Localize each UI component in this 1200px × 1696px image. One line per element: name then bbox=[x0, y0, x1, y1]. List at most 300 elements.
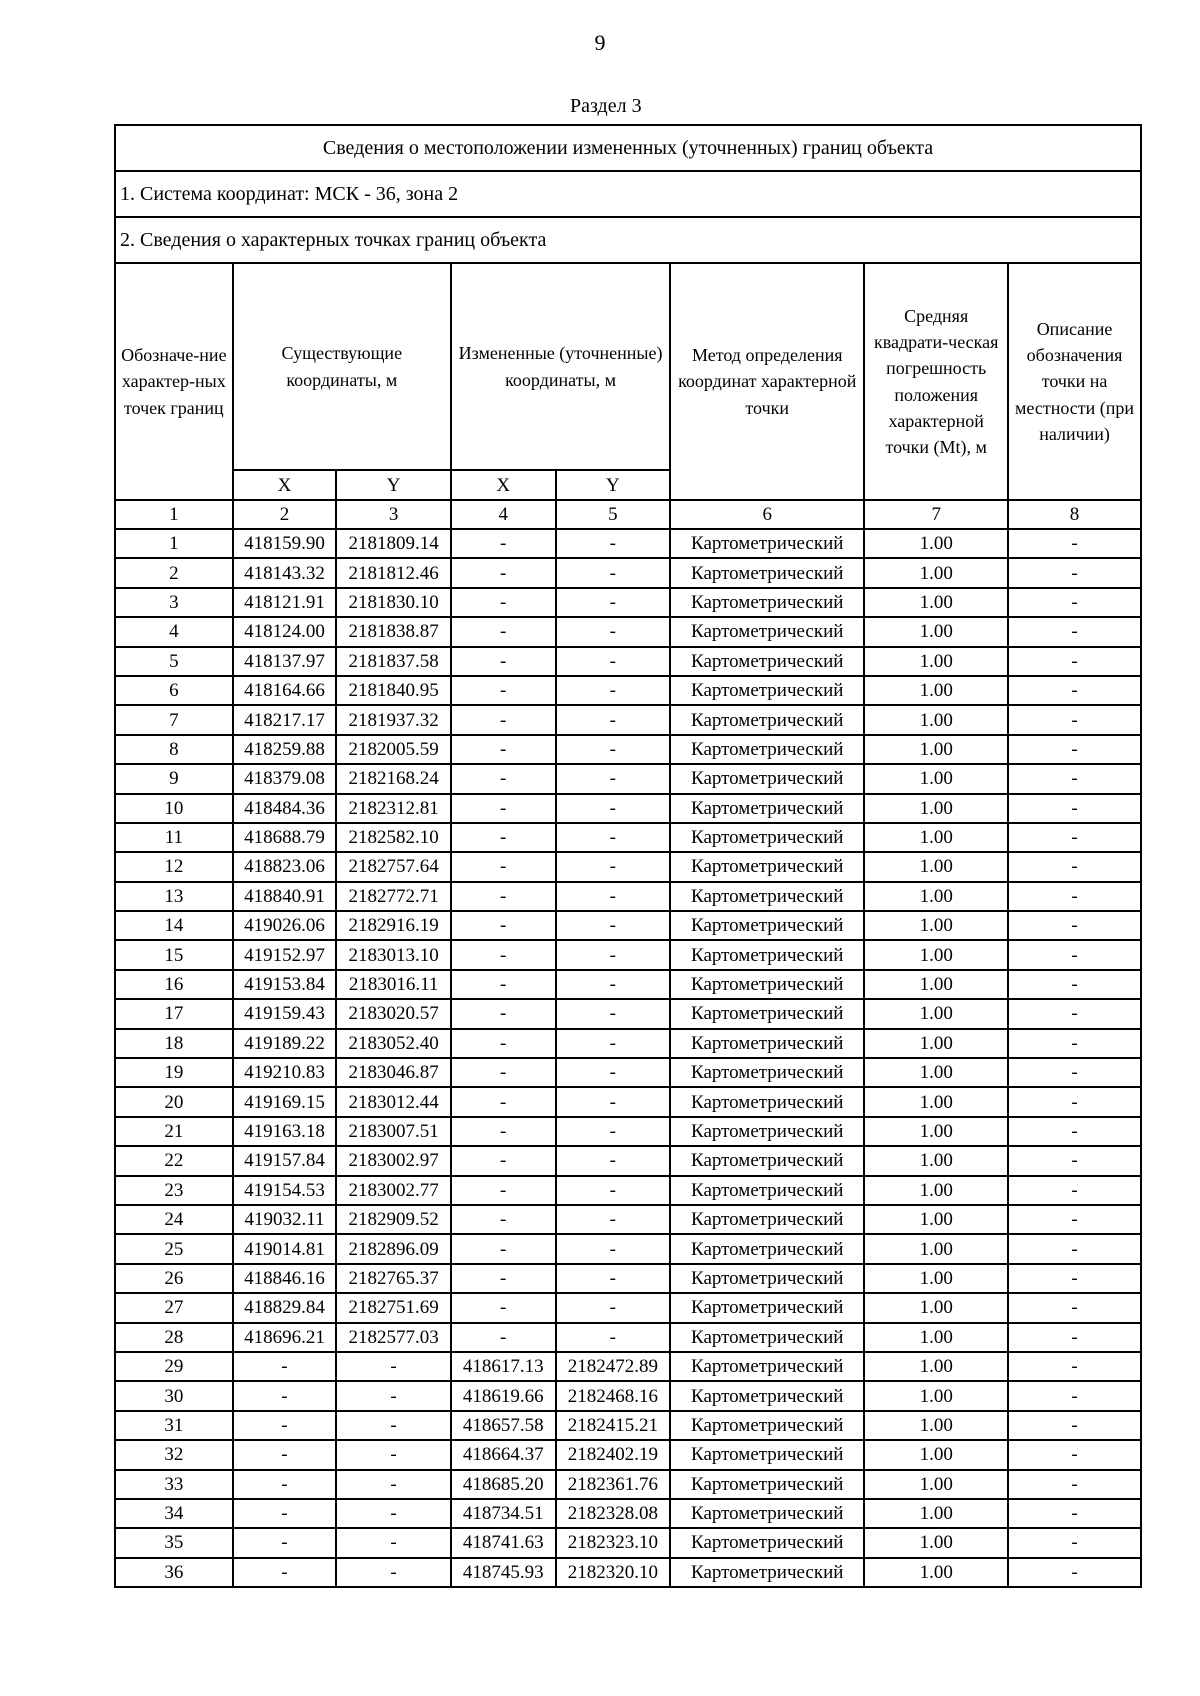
point-number: 6 bbox=[115, 676, 233, 705]
changed-y-cell: - bbox=[556, 529, 671, 558]
point-number: 4 bbox=[115, 617, 233, 646]
changed-x-cell: 418619.66 bbox=[451, 1381, 556, 1410]
table-row bbox=[115, 1470, 1141, 1499]
description-cell: - bbox=[1008, 1558, 1141, 1587]
description-cell: - bbox=[1008, 1293, 1141, 1322]
existing-x-cell: 418217.17 bbox=[233, 705, 337, 734]
method-cell: Картометрический bbox=[670, 764, 864, 793]
error-cell: 1.00 bbox=[864, 882, 1008, 911]
method-cell: Картометрический bbox=[670, 1146, 864, 1175]
changed-x-cell: - bbox=[451, 794, 556, 823]
existing-y-cell: 2182757.64 bbox=[336, 852, 451, 881]
existing-y-cell: - bbox=[336, 1470, 451, 1499]
changed-x-cell: 418734.51 bbox=[451, 1499, 556, 1528]
changed-x-cell: - bbox=[451, 617, 556, 646]
method-cell: Картометрический bbox=[670, 1528, 864, 1557]
existing-x-cell: - bbox=[233, 1499, 337, 1528]
point-number: 32 bbox=[115, 1440, 233, 1469]
method-cell: Картометрический bbox=[670, 1205, 864, 1234]
point-number: 7 bbox=[115, 705, 233, 734]
description-cell: - bbox=[1008, 1117, 1141, 1146]
method-cell: Картометрический bbox=[670, 1411, 864, 1440]
changed-y-cell: - bbox=[556, 1176, 671, 1205]
table-row bbox=[115, 1205, 1141, 1234]
existing-x-cell: - bbox=[233, 1411, 337, 1440]
existing-y-cell: 2181830.10 bbox=[336, 588, 451, 617]
method-cell: Картометрический bbox=[670, 735, 864, 764]
existing-y-cell: 2181812.46 bbox=[336, 558, 451, 587]
point-number: 35 bbox=[115, 1528, 233, 1557]
changed-x-cell: 418657.58 bbox=[451, 1411, 556, 1440]
description-cell: - bbox=[1008, 1234, 1141, 1263]
column-number: 8 bbox=[1008, 500, 1141, 529]
changed-y-cell: 2182323.10 bbox=[556, 1528, 671, 1557]
error-cell: 1.00 bbox=[864, 1323, 1008, 1352]
point-number: 10 bbox=[115, 794, 233, 823]
changed-y-cell: - bbox=[556, 617, 671, 646]
point-number: 36 bbox=[115, 1558, 233, 1587]
existing-y-cell: 2182582.10 bbox=[336, 823, 451, 852]
method-cell: Картометрический bbox=[670, 940, 864, 969]
method-cell: Картометрический bbox=[670, 1470, 864, 1499]
point-number: 20 bbox=[115, 1087, 233, 1116]
header-existing-x: X bbox=[233, 470, 337, 500]
changed-y-cell: 2182472.89 bbox=[556, 1352, 671, 1381]
description-cell: - bbox=[1008, 882, 1141, 911]
error-cell: 1.00 bbox=[864, 764, 1008, 793]
description-cell: - bbox=[1008, 1440, 1141, 1469]
changed-x-cell: - bbox=[451, 1117, 556, 1146]
existing-x-cell: 419026.06 bbox=[233, 911, 337, 940]
column-number: 4 bbox=[451, 500, 556, 529]
point-number: 8 bbox=[115, 735, 233, 764]
point-number: 26 bbox=[115, 1264, 233, 1293]
existing-y-cell: 2183002.77 bbox=[336, 1176, 451, 1205]
error-cell: 1.00 bbox=[864, 1058, 1008, 1087]
changed-y-cell: - bbox=[556, 794, 671, 823]
changed-y-cell: - bbox=[556, 1117, 671, 1146]
point-number: 21 bbox=[115, 1117, 233, 1146]
existing-x-cell: 419157.84 bbox=[233, 1146, 337, 1175]
method-cell: Картометрический bbox=[670, 1264, 864, 1293]
coordinate-system: 1. Система координат: МСК - 36, зона 2 bbox=[115, 171, 1141, 217]
section-title: Раздел 3 bbox=[570, 95, 642, 117]
error-cell: 1.00 bbox=[864, 1470, 1008, 1499]
table-row bbox=[115, 970, 1141, 999]
point-number: 19 bbox=[115, 1058, 233, 1087]
changed-y-cell: 2182415.21 bbox=[556, 1411, 671, 1440]
point-number: 1 bbox=[115, 529, 233, 558]
column-number: 7 bbox=[864, 500, 1008, 529]
existing-y-cell: 2182896.09 bbox=[336, 1234, 451, 1263]
changed-y-cell: - bbox=[556, 1058, 671, 1087]
existing-y-cell: - bbox=[336, 1440, 451, 1469]
error-cell: 1.00 bbox=[864, 794, 1008, 823]
table-row bbox=[115, 647, 1141, 676]
method-cell: Картометрический bbox=[670, 1087, 864, 1116]
existing-y-cell: 2182168.24 bbox=[336, 764, 451, 793]
existing-y-cell: 2182751.69 bbox=[336, 1293, 451, 1322]
point-number: 5 bbox=[115, 647, 233, 676]
changed-x-cell: - bbox=[451, 1205, 556, 1234]
existing-y-cell: 2182312.81 bbox=[336, 794, 451, 823]
column-number: 3 bbox=[336, 500, 451, 529]
changed-y-cell: - bbox=[556, 1293, 671, 1322]
method-cell: Картометрический bbox=[670, 1058, 864, 1087]
changed-y-cell: - bbox=[556, 1146, 671, 1175]
description-cell: - bbox=[1008, 999, 1141, 1028]
description-cell: - bbox=[1008, 1323, 1141, 1352]
changed-y-cell: - bbox=[556, 647, 671, 676]
existing-x-cell: 419032.11 bbox=[233, 1205, 337, 1234]
error-cell: 1.00 bbox=[864, 1087, 1008, 1116]
error-cell: 1.00 bbox=[864, 1029, 1008, 1058]
column-number: 1 bbox=[115, 500, 233, 529]
error-cell: 1.00 bbox=[864, 970, 1008, 999]
changed-y-cell: - bbox=[556, 558, 671, 587]
table-row bbox=[115, 676, 1141, 705]
table-row bbox=[115, 1029, 1141, 1058]
changed-y-cell: - bbox=[556, 911, 671, 940]
point-number: 13 bbox=[115, 882, 233, 911]
column-number: 5 bbox=[556, 500, 671, 529]
point-number: 14 bbox=[115, 911, 233, 940]
point-number: 33 bbox=[115, 1470, 233, 1499]
method-cell: Картометрический bbox=[670, 911, 864, 940]
error-cell: 1.00 bbox=[864, 1234, 1008, 1263]
header-method: Метод определения координат характерной точки bbox=[670, 263, 864, 500]
table-row bbox=[115, 999, 1141, 1028]
changed-y-cell: 2182402.19 bbox=[556, 1440, 671, 1469]
method-cell: Картометрический bbox=[670, 1323, 864, 1352]
error-cell: 1.00 bbox=[864, 588, 1008, 617]
table-row bbox=[115, 1293, 1141, 1322]
existing-x-cell: 418829.84 bbox=[233, 1293, 337, 1322]
existing-y-cell: 2183052.40 bbox=[336, 1029, 451, 1058]
description-cell: - bbox=[1008, 1205, 1141, 1234]
table-row bbox=[115, 1264, 1141, 1293]
description-cell: - bbox=[1008, 823, 1141, 852]
existing-y-cell: 2181840.95 bbox=[336, 676, 451, 705]
description-cell: - bbox=[1008, 1499, 1141, 1528]
table-row bbox=[115, 617, 1141, 646]
description-cell: - bbox=[1008, 1058, 1141, 1087]
method-cell: Картометрический bbox=[670, 647, 864, 676]
changed-y-cell: - bbox=[556, 999, 671, 1028]
existing-x-cell: - bbox=[233, 1381, 337, 1410]
changed-y-cell: - bbox=[556, 1264, 671, 1293]
point-number: 9 bbox=[115, 764, 233, 793]
changed-x-cell: - bbox=[451, 1323, 556, 1352]
table-row bbox=[115, 1411, 1141, 1440]
table-row bbox=[115, 1558, 1141, 1587]
table-row bbox=[115, 764, 1141, 793]
error-cell: 1.00 bbox=[864, 911, 1008, 940]
table-row bbox=[115, 823, 1141, 852]
header-description: Описание обозначения точки на местности (при наличии) bbox=[1008, 263, 1141, 500]
changed-y-cell: - bbox=[556, 1234, 671, 1263]
method-cell: Картометрический bbox=[670, 1029, 864, 1058]
existing-x-cell: 419154.53 bbox=[233, 1176, 337, 1205]
method-cell: Картометрический bbox=[670, 1234, 864, 1263]
changed-x-cell: - bbox=[451, 882, 556, 911]
point-number: 27 bbox=[115, 1293, 233, 1322]
existing-x-cell: 419152.97 bbox=[233, 940, 337, 969]
method-cell: Картометрический bbox=[670, 529, 864, 558]
table-title: Сведения о местоположении измененных (уточненных) границ объекта bbox=[115, 125, 1141, 171]
changed-x-cell: - bbox=[451, 1176, 556, 1205]
changed-y-cell: - bbox=[556, 735, 671, 764]
table-row bbox=[115, 794, 1141, 823]
changed-x-cell: - bbox=[451, 676, 556, 705]
method-cell: Картометрический bbox=[670, 1381, 864, 1410]
changed-x-cell: - bbox=[451, 764, 556, 793]
table-row bbox=[115, 852, 1141, 881]
method-cell: Картометрический bbox=[670, 1558, 864, 1587]
description-cell: - bbox=[1008, 1381, 1141, 1410]
error-cell: 1.00 bbox=[864, 1176, 1008, 1205]
error-cell: 1.00 bbox=[864, 999, 1008, 1028]
table-row bbox=[115, 529, 1141, 558]
description-cell: - bbox=[1008, 970, 1141, 999]
changed-x-cell: - bbox=[451, 911, 556, 940]
existing-y-cell: 2183016.11 bbox=[336, 970, 451, 999]
changed-x-cell: - bbox=[451, 823, 556, 852]
changed-x-cell: - bbox=[451, 529, 556, 558]
changed-y-cell: - bbox=[556, 940, 671, 969]
changed-y-cell: - bbox=[556, 705, 671, 734]
point-number: 2 bbox=[115, 558, 233, 587]
error-cell: 1.00 bbox=[864, 1146, 1008, 1175]
point-number: 34 bbox=[115, 1499, 233, 1528]
existing-x-cell: - bbox=[233, 1440, 337, 1469]
changed-x-cell: - bbox=[451, 735, 556, 764]
table-row bbox=[115, 705, 1141, 734]
header-changed-x: X bbox=[451, 470, 556, 500]
changed-x-cell: - bbox=[451, 705, 556, 734]
existing-x-cell: - bbox=[233, 1558, 337, 1587]
existing-x-cell: - bbox=[233, 1528, 337, 1557]
method-cell: Картометрический bbox=[670, 1440, 864, 1469]
table-row bbox=[115, 735, 1141, 764]
changed-y-cell: - bbox=[556, 882, 671, 911]
changed-y-cell: - bbox=[556, 676, 671, 705]
changed-x-cell: - bbox=[451, 1264, 556, 1293]
table-row bbox=[115, 1117, 1141, 1146]
description-cell: - bbox=[1008, 676, 1141, 705]
existing-x-cell: - bbox=[233, 1470, 337, 1499]
point-number: 15 bbox=[115, 940, 233, 969]
existing-x-cell: 418846.16 bbox=[233, 1264, 337, 1293]
point-number: 24 bbox=[115, 1205, 233, 1234]
error-cell: 1.00 bbox=[864, 558, 1008, 587]
table-row bbox=[115, 940, 1141, 969]
error-cell: 1.00 bbox=[864, 1117, 1008, 1146]
existing-x-cell: 419153.84 bbox=[233, 970, 337, 999]
description-cell: - bbox=[1008, 705, 1141, 734]
point-number: 31 bbox=[115, 1411, 233, 1440]
method-cell: Картометрический bbox=[670, 558, 864, 587]
existing-y-cell: 2183013.10 bbox=[336, 940, 451, 969]
changed-x-cell: - bbox=[451, 940, 556, 969]
method-cell: Картометрический bbox=[670, 1176, 864, 1205]
error-cell: 1.00 bbox=[864, 1558, 1008, 1587]
existing-x-cell: 419189.22 bbox=[233, 1029, 337, 1058]
error-cell: 1.00 bbox=[864, 647, 1008, 676]
description-cell: - bbox=[1008, 1352, 1141, 1381]
table-row bbox=[115, 911, 1141, 940]
changed-y-cell: - bbox=[556, 970, 671, 999]
header-existing-y: Y bbox=[336, 470, 451, 500]
table-row bbox=[115, 882, 1141, 911]
existing-x-cell: 419163.18 bbox=[233, 1117, 337, 1146]
existing-x-cell: 418840.91 bbox=[233, 882, 337, 911]
existing-y-cell: 2183012.44 bbox=[336, 1087, 451, 1116]
description-cell: - bbox=[1008, 617, 1141, 646]
existing-x-cell: 418121.91 bbox=[233, 588, 337, 617]
description-cell: - bbox=[1008, 1146, 1141, 1175]
description-cell: - bbox=[1008, 558, 1141, 587]
page-number: 9 bbox=[594, 30, 606, 55]
description-cell: - bbox=[1008, 794, 1141, 823]
table-subtitle: 2. Сведения о характерных точках границ объекта bbox=[115, 217, 1141, 263]
error-cell: 1.00 bbox=[864, 1205, 1008, 1234]
changed-x-cell: - bbox=[451, 1029, 556, 1058]
description-cell: - bbox=[1008, 764, 1141, 793]
changed-x-cell: - bbox=[451, 1087, 556, 1116]
existing-y-cell: 2181809.14 bbox=[336, 529, 451, 558]
point-number: 12 bbox=[115, 852, 233, 881]
point-number: 23 bbox=[115, 1176, 233, 1205]
point-number: 30 bbox=[115, 1381, 233, 1410]
existing-y-cell: - bbox=[336, 1381, 451, 1410]
changed-x-cell: - bbox=[451, 588, 556, 617]
existing-x-cell: 418159.90 bbox=[233, 529, 337, 558]
changed-x-cell: - bbox=[451, 970, 556, 999]
error-cell: 1.00 bbox=[864, 1499, 1008, 1528]
changed-y-cell: - bbox=[556, 1205, 671, 1234]
method-cell: Картометрический bbox=[670, 705, 864, 734]
point-number: 29 bbox=[115, 1352, 233, 1381]
description-cell: - bbox=[1008, 911, 1141, 940]
changed-y-cell: 2182361.76 bbox=[556, 1470, 671, 1499]
point-number: 22 bbox=[115, 1146, 233, 1175]
column-number: 6 bbox=[670, 500, 864, 529]
existing-y-cell: - bbox=[336, 1558, 451, 1587]
method-cell: Картометрический bbox=[670, 1117, 864, 1146]
table-row bbox=[115, 1323, 1141, 1352]
existing-x-cell: 418688.79 bbox=[233, 823, 337, 852]
error-cell: 1.00 bbox=[864, 617, 1008, 646]
existing-y-cell: 2183007.51 bbox=[336, 1117, 451, 1146]
error-cell: 1.00 bbox=[864, 676, 1008, 705]
header-point: Обозначе-ние характер-ных точек границ bbox=[115, 263, 233, 500]
point-number: 3 bbox=[115, 588, 233, 617]
changed-x-cell: - bbox=[451, 1234, 556, 1263]
description-cell: - bbox=[1008, 1264, 1141, 1293]
existing-y-cell: - bbox=[336, 1499, 451, 1528]
table-row bbox=[115, 1528, 1141, 1557]
table-row bbox=[115, 1087, 1141, 1116]
changed-x-cell: - bbox=[451, 852, 556, 881]
table-row bbox=[115, 1146, 1141, 1175]
method-cell: Картометрический bbox=[670, 794, 864, 823]
description-cell: - bbox=[1008, 1087, 1141, 1116]
existing-y-cell: - bbox=[336, 1411, 451, 1440]
existing-x-cell: 419169.15 bbox=[233, 1087, 337, 1116]
method-cell: Картометрический bbox=[670, 882, 864, 911]
changed-x-cell: - bbox=[451, 558, 556, 587]
description-cell: - bbox=[1008, 1411, 1141, 1440]
error-cell: 1.00 bbox=[864, 735, 1008, 764]
method-cell: Картометрический bbox=[670, 823, 864, 852]
changed-x-cell: - bbox=[451, 1146, 556, 1175]
existing-x-cell: 418484.36 bbox=[233, 794, 337, 823]
error-cell: 1.00 bbox=[864, 1264, 1008, 1293]
description-cell: - bbox=[1008, 1029, 1141, 1058]
changed-y-cell: - bbox=[556, 1323, 671, 1352]
description-cell: - bbox=[1008, 852, 1141, 881]
existing-y-cell: 2183046.87 bbox=[336, 1058, 451, 1087]
error-cell: 1.00 bbox=[864, 1352, 1008, 1381]
table-row bbox=[115, 588, 1141, 617]
existing-x-cell: 418696.21 bbox=[233, 1323, 337, 1352]
changed-y-cell: 2182320.10 bbox=[556, 1558, 671, 1587]
error-cell: 1.00 bbox=[864, 705, 1008, 734]
existing-y-cell: 2181838.87 bbox=[336, 617, 451, 646]
method-cell: Картометрический bbox=[670, 852, 864, 881]
existing-y-cell: 2182765.37 bbox=[336, 1264, 451, 1293]
point-number: 25 bbox=[115, 1234, 233, 1263]
method-cell: Картометрический bbox=[670, 617, 864, 646]
changed-x-cell: 418741.63 bbox=[451, 1528, 556, 1557]
error-cell: 1.00 bbox=[864, 823, 1008, 852]
changed-y-cell: - bbox=[556, 823, 671, 852]
table-row bbox=[115, 1176, 1141, 1205]
method-cell: Картометрический bbox=[670, 970, 864, 999]
description-cell: - bbox=[1008, 940, 1141, 969]
existing-y-cell: 2181937.32 bbox=[336, 705, 451, 734]
existing-x-cell: 419014.81 bbox=[233, 1234, 337, 1263]
method-cell: Картометрический bbox=[670, 1293, 864, 1322]
error-cell: 1.00 bbox=[864, 940, 1008, 969]
changed-x-cell: 418745.93 bbox=[451, 1558, 556, 1587]
method-cell: Картометрический bbox=[670, 588, 864, 617]
changed-x-cell: - bbox=[451, 1058, 556, 1087]
table-row bbox=[115, 1381, 1141, 1410]
table-row bbox=[115, 558, 1141, 587]
header-changed-y: Y bbox=[556, 470, 671, 500]
changed-y-cell: - bbox=[556, 1029, 671, 1058]
existing-x-cell: 418379.08 bbox=[233, 764, 337, 793]
existing-x-cell: 419210.83 bbox=[233, 1058, 337, 1087]
header-existing-coords: Существующие координаты, м bbox=[233, 263, 451, 470]
existing-y-cell: 2183020.57 bbox=[336, 999, 451, 1028]
changed-x-cell: - bbox=[451, 999, 556, 1028]
existing-x-cell: 418124.00 bbox=[233, 617, 337, 646]
changed-y-cell: - bbox=[556, 852, 671, 881]
description-cell: - bbox=[1008, 735, 1141, 764]
existing-y-cell: - bbox=[336, 1352, 451, 1381]
point-number: 11 bbox=[115, 823, 233, 852]
method-cell: Картометрический bbox=[670, 1499, 864, 1528]
changed-x-cell: 418685.20 bbox=[451, 1470, 556, 1499]
method-cell: Картометрический bbox=[670, 999, 864, 1028]
existing-x-cell: 418259.88 bbox=[233, 735, 337, 764]
existing-y-cell: 2182916.19 bbox=[336, 911, 451, 940]
boundary-points-table bbox=[114, 124, 1142, 1588]
description-cell: - bbox=[1008, 1176, 1141, 1205]
